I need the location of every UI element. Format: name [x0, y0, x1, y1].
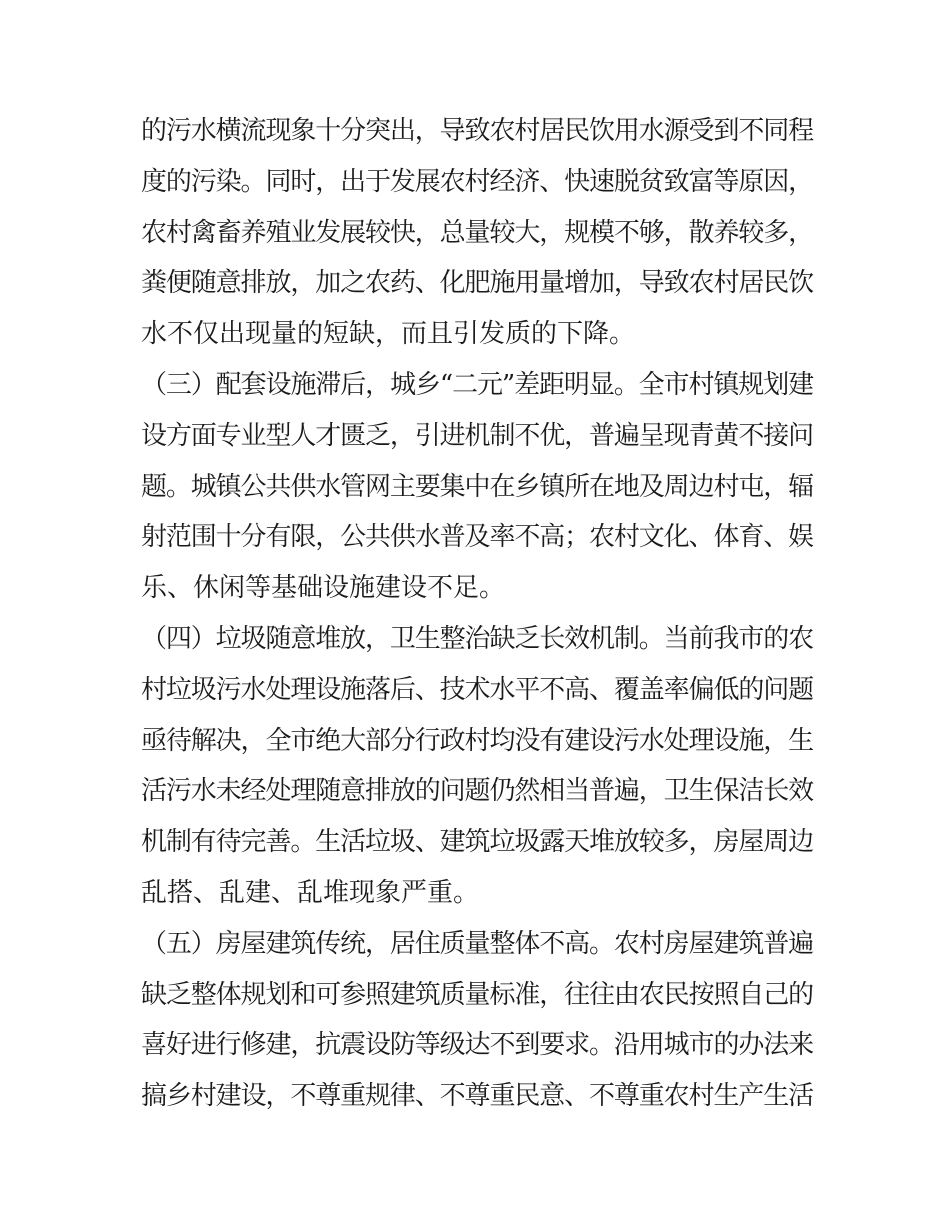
text-line: 水不仅出现量的短缺，而且引发质的下降。: [141, 319, 636, 350]
text-line: 喜好进行修建，抗震设防等级达不到要求。沿用城市的办法来: [141, 1030, 814, 1061]
text-line: 的污水横流现象十分突出，导致农村居民饮用水源受到不同程: [141, 116, 814, 146]
text-line: 度的污染。同时，出于发展农村经济、快速脱贫致富等原因，: [141, 166, 814, 197]
text-line: （三）配套设施滞后，城乡“二元”差距明显。全市村镇规划建: [141, 369, 813, 400]
text-line: 机制有待完善。生活垃圾、建筑垃圾露天堆放较多，房屋周边: [141, 827, 814, 858]
text-line: 搞乡村建设，不尊重规律、不尊重民意、不尊重农村生产生活: [141, 1081, 814, 1112]
text-line: （四）垃圾随意堆放，卫生整治缺乏长效机制。当前我市的农: [141, 623, 814, 654]
text-line: 村垃圾污水处理设施落后、技术水平不高、覆盖率偏低的问题: [141, 674, 814, 705]
text-line: 设方面专业型人才匮乏，引进机制不优，普遍呈现青黄不接问: [141, 420, 814, 451]
text-line: 射范围十分有限，公共供水普及率不高；农村文化、体育、娱: [141, 522, 814, 553]
text-line: 乱搭、乱建、乱堆现象严重。: [141, 877, 480, 908]
text-line: 缺乏整体规划和可参照建筑质量标准，往往由农民按照自己的: [141, 979, 814, 1010]
text-line: 农村禽畜养殖业发展较快，总量较大，规模不够，散养较多，: [141, 217, 814, 248]
text-line: （五）房屋建筑传统，居住质量整体不高。农村房屋建筑普遍: [141, 928, 814, 959]
text-line: 乐、休闲等基础设施建设不足。: [141, 573, 506, 604]
text-line: 粪便随意排放，加之农药、化肥施用量增加，导致农村居民饮: [141, 268, 814, 299]
text-line: 亟待解决，全市绝大部分行政村均没有建设污水处理设施，生: [141, 725, 814, 756]
document-body: [141, 106, 813, 1122]
text-line: 题。城镇公共供水管网主要集中在乡镇所在地及周边村屯，辐: [141, 471, 814, 502]
text-line: 活污水未经处理随意排放的问题仍然相当普遍，卫生保洁长效: [141, 776, 814, 807]
